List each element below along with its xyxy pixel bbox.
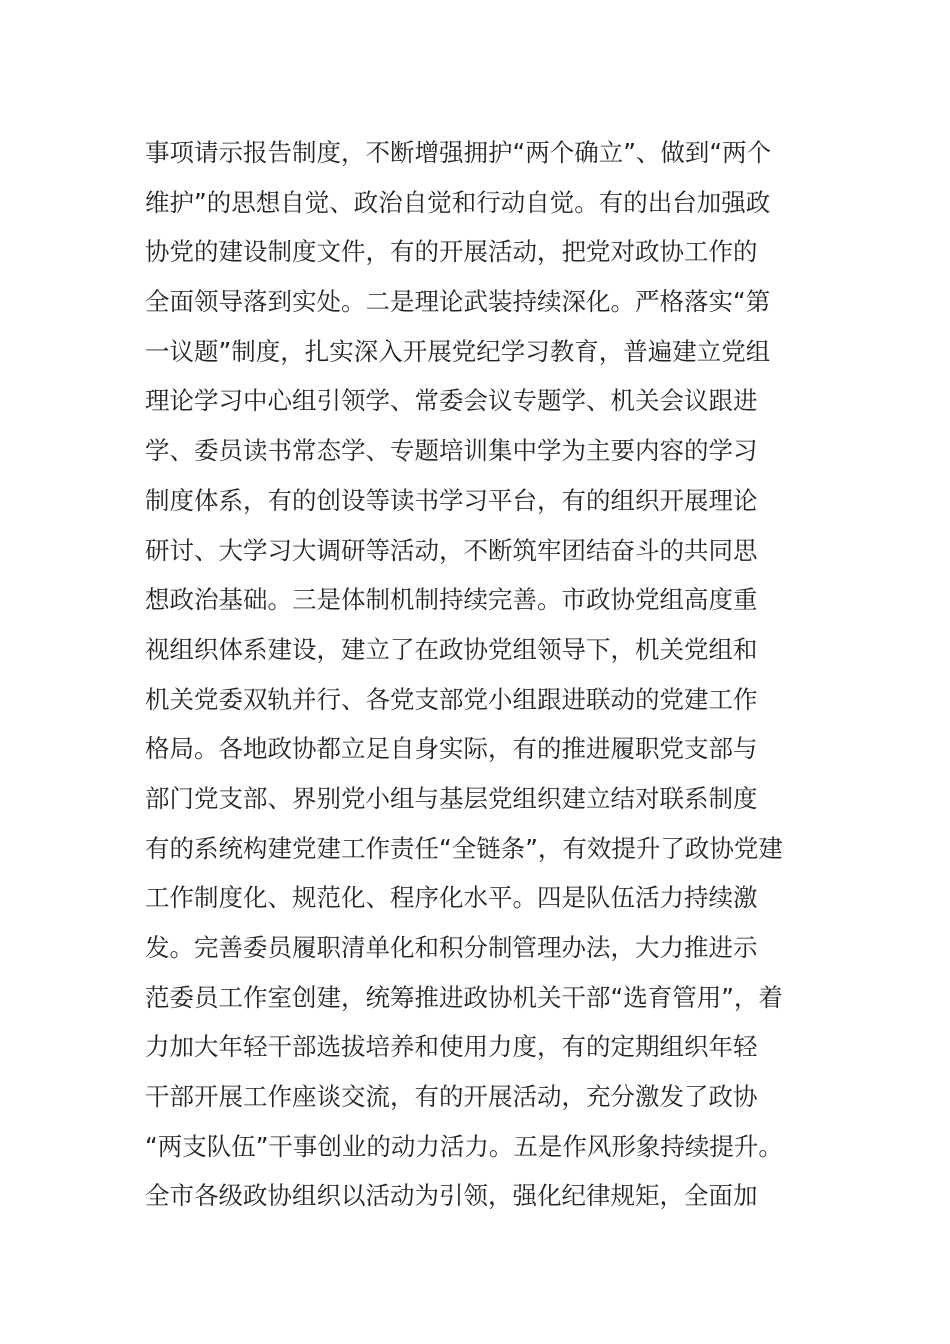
text-line: 范委员工作室创建，统筹推进政协机关干部“选育管用”，着	[145, 982, 783, 1012]
text-line: 全面领导落到实处。二是理论武装持续深化。严格落实“第	[145, 287, 771, 317]
text-line: 工作制度化、规范化、程序化水平。四是队伍活力持续激	[145, 883, 758, 913]
text-line: 发。完善委员履职清单化和积分制管理办法，大力推进示	[145, 933, 758, 962]
text-line: 维护”的思想自觉、政治自觉和行动自觉。有的出台加强政	[145, 187, 771, 217]
text-line: 学、委员读书常态学、专题培训集中学为主要内容的学习	[145, 436, 758, 466]
body-text	[145, 128, 815, 1221]
text-line: 视组织体系建设，建立了在政协党组领导下，机关党组和	[145, 634, 758, 664]
text-line: 全市各级政协组织以活动为引领，强化纪律规矩，全面加	[145, 1181, 758, 1211]
text-line: 部门党支部、界别党小组与基层党组织建立结对联系制度	[145, 783, 758, 813]
text-line: “两支队伍”干事创业的动力活力。五是作风形象持续提升。	[145, 1131, 783, 1161]
text-line: 机关党委双轨并行、各党支部党小组跟进联动的党建工作	[145, 684, 758, 714]
text-line: 干部开展工作座谈交流，有的开展活动，充分激发了政协	[145, 1082, 758, 1112]
text-line: 理论学习中心组引领学、常委会议专题学、机关会议跟进	[145, 386, 758, 416]
text-line: 制度体系，有的创设等读书学习平台，有的组织开展理论	[145, 485, 758, 515]
text-line: 格局。各地政协都立足自身实际，有的推进履职党支部与	[145, 734, 758, 764]
text-line: 一议题”制度，扎实深入开展党纪学习教育，普遍建立党组	[145, 336, 771, 366]
text-line: 事项请示报告制度，不断增强拥护“两个确立”、做到“两个	[145, 138, 772, 167]
text-line: 力加大年轻干部选拔培养和使用力度，有的定期组织年轻	[145, 1032, 758, 1062]
text-line: 协党的建设制度文件，有的开展活动，把党对政协工作的	[145, 237, 758, 267]
text-line: 想政治基础。三是体制机制持续完善。市政协党组高度重	[145, 585, 758, 615]
text-line: 研讨、大学习大调研等活动，不断筑牢团结奋斗的共同思	[145, 535, 758, 565]
text-line: 有的系统构建党建工作责任“全链条”，有效提升了政协党建	[145, 833, 783, 863]
